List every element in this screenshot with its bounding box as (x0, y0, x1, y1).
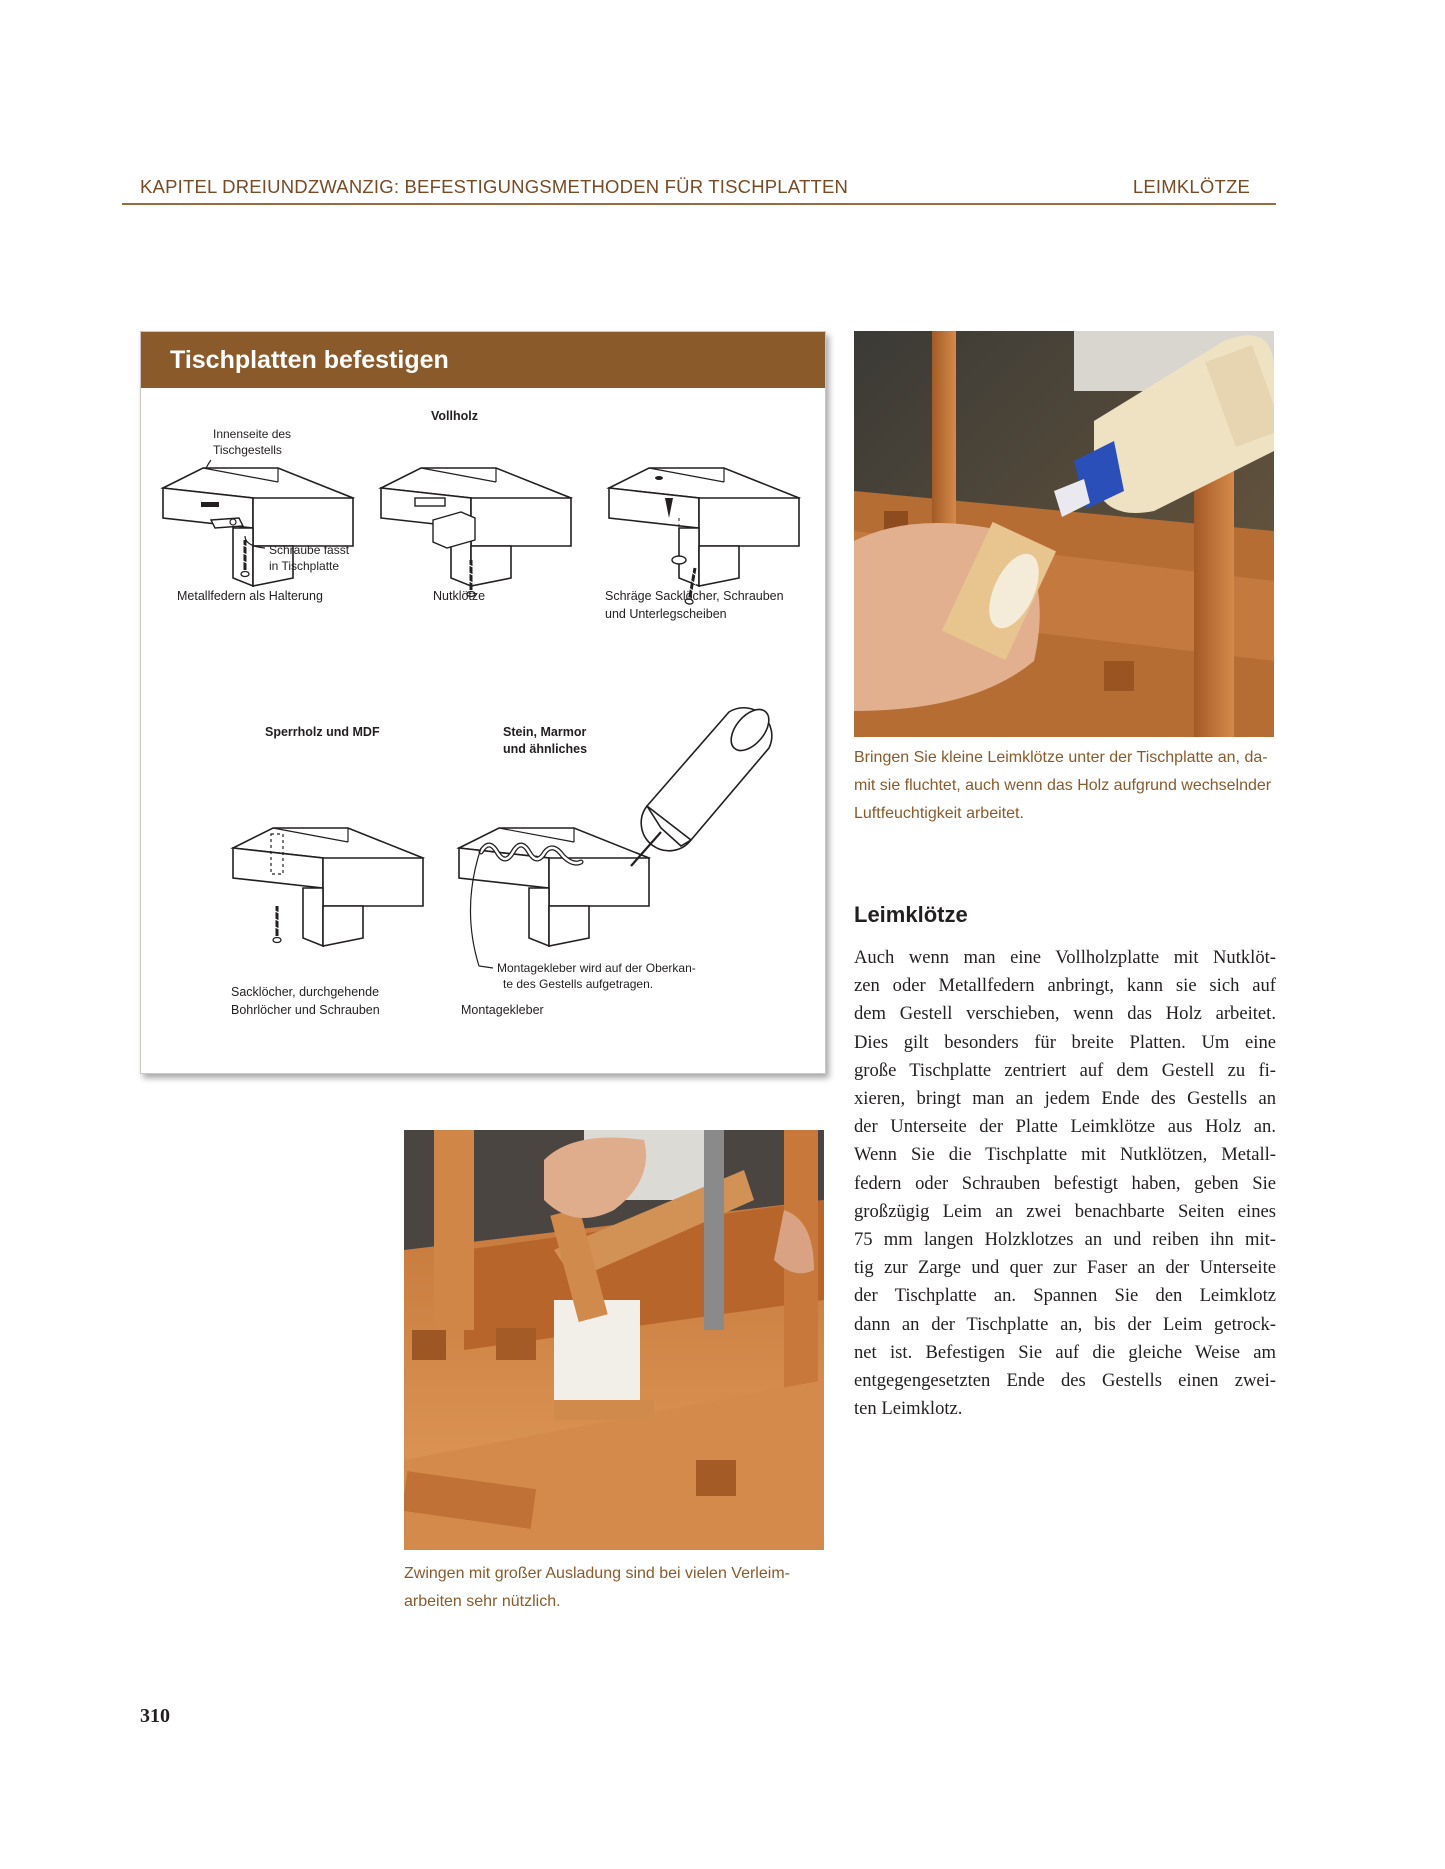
header-rule (122, 203, 1276, 205)
callout-screw-2: in Tischplatte (269, 559, 340, 573)
body-line: 75 mm langen Holzklotzes an und reiben ihn mit- (854, 1229, 1276, 1251)
page-number: 310 (140, 1705, 170, 1727)
body-line: Auch wenn man eine Vollholzplatte mit Nutklöt- (854, 947, 1276, 968)
caption-construction-adhesive: Montagekleber (461, 1003, 544, 1017)
caption-blind-holes-1: Sacklöcher, durchgehende (231, 985, 380, 999)
section-heading: Leimklötze (854, 902, 968, 927)
running-header-section: LEIMKLÖTZE (1132, 176, 1250, 197)
body-line: der Tischplatte an. Spannen Sie den Leimklotz (854, 1285, 1276, 1307)
photo1-caption-line: Bringen Sie kleine Leimklötze unter der Tischplatte an, da- (854, 749, 1268, 766)
photo1-caption-line: mit sie fluchtet, auch wenn das Holz aufgrund wechselnder (854, 777, 1272, 794)
photo1-caption-line: Luftfeuchtigkeit arbeitet. (854, 805, 1024, 822)
photo2-caption (404, 1560, 834, 1616)
caption-pocket-holes-2: und Unterlegscheiben (605, 607, 727, 621)
body-line: net ist. Befestigen Sie auf die gleiche Weise am (854, 1341, 1276, 1363)
callout-inside-2: Tischgestells (213, 443, 282, 457)
running-header-chapter: KAPITEL DREIUNDZWANZIG: BEFESTIGUNGSMETHODEN FÜR TISCHPLATTEN (140, 176, 849, 197)
body-line: entgegengesetzten Ende des Gestells einen zwei- (854, 1370, 1276, 1392)
body-line: federn oder Schrauben befestigt haben, geben Sie (854, 1172, 1276, 1194)
diagram-pocket-holes (609, 468, 799, 605)
joinery-diagrams (141, 388, 825, 1072)
body-line: dann an der Tischplatte an, bis der Leim getrock- (854, 1313, 1276, 1335)
diagram-blind-holes (233, 828, 423, 946)
figure-title: Tischplatten befestigen (141, 332, 825, 388)
figure-box (140, 331, 826, 1074)
body-line: große Tischplatte zentriert auf dem Gestell zu fi- (854, 1059, 1276, 1081)
body-paragraph (854, 944, 1276, 1423)
callout-screw-1: Schraube fasst (269, 543, 350, 557)
body-line: Dies gilt besonders für breite Platten. Um eine (854, 1031, 1276, 1053)
photo1-caption (854, 744, 1284, 828)
adhesive-tube (631, 703, 776, 866)
body-line: Wenn Sie die Tischplatte mit Nutklötzen, Metall- (854, 1144, 1276, 1166)
photo2-caption-line: Zwingen mit großer Ausladung sind bei vielen Verleim- (404, 1565, 790, 1582)
callout-adhesive-1: Montagekleber wird auf der Oberkan- (497, 961, 696, 975)
body-line: zen oder Metallfedern anbringt, kann sie sich auf (854, 975, 1276, 997)
group-label-solid-wood: Vollholz (431, 409, 478, 423)
caption-blind-holes-2: Bohrlöcher und Schrauben (231, 1003, 380, 1017)
body-line: der Unterseite der Platte Leimklötze aus Holz an. (854, 1116, 1276, 1138)
group-label-plywood: Sperrholz und MDF (265, 725, 380, 739)
body-line: xieren, bringt man an jedem Ende des Gestells an (854, 1088, 1276, 1110)
caption-pocket-holes-1: Schräge Sacklöcher, Schrauben (605, 589, 784, 603)
diagram-slot-blocks (381, 468, 571, 597)
body-line: dem Gestell verschieben, wenn das Holz arbeitet. (854, 1003, 1276, 1025)
photo-clamp (404, 1130, 824, 1550)
group-label-stone-1: Stein, Marmor (503, 725, 587, 739)
group-label-stone-2: und ähnliches (503, 742, 588, 756)
diagram-construction-adhesive (459, 828, 649, 946)
caption-slot-blocks: Nutklötze (433, 589, 486, 603)
body-line: ten Leimklotz. (854, 1398, 963, 1420)
callout-inside-1: Innenseite des (213, 427, 292, 441)
body-line: großzügig Leim an zwei benachbarte Seiten eines (854, 1200, 1276, 1222)
caption-metal-fasteners: Metallfedern als Halterung (177, 589, 323, 603)
photo-glue-block (854, 331, 1274, 737)
photo2-caption-line: arbeiten sehr nützlich. (404, 1593, 561, 1610)
callout-adhesive-2: te des Gestells aufgetragen. (503, 977, 654, 991)
body-line: tig zur Zarge und quer zur Faser an der Unterseite (854, 1257, 1276, 1279)
